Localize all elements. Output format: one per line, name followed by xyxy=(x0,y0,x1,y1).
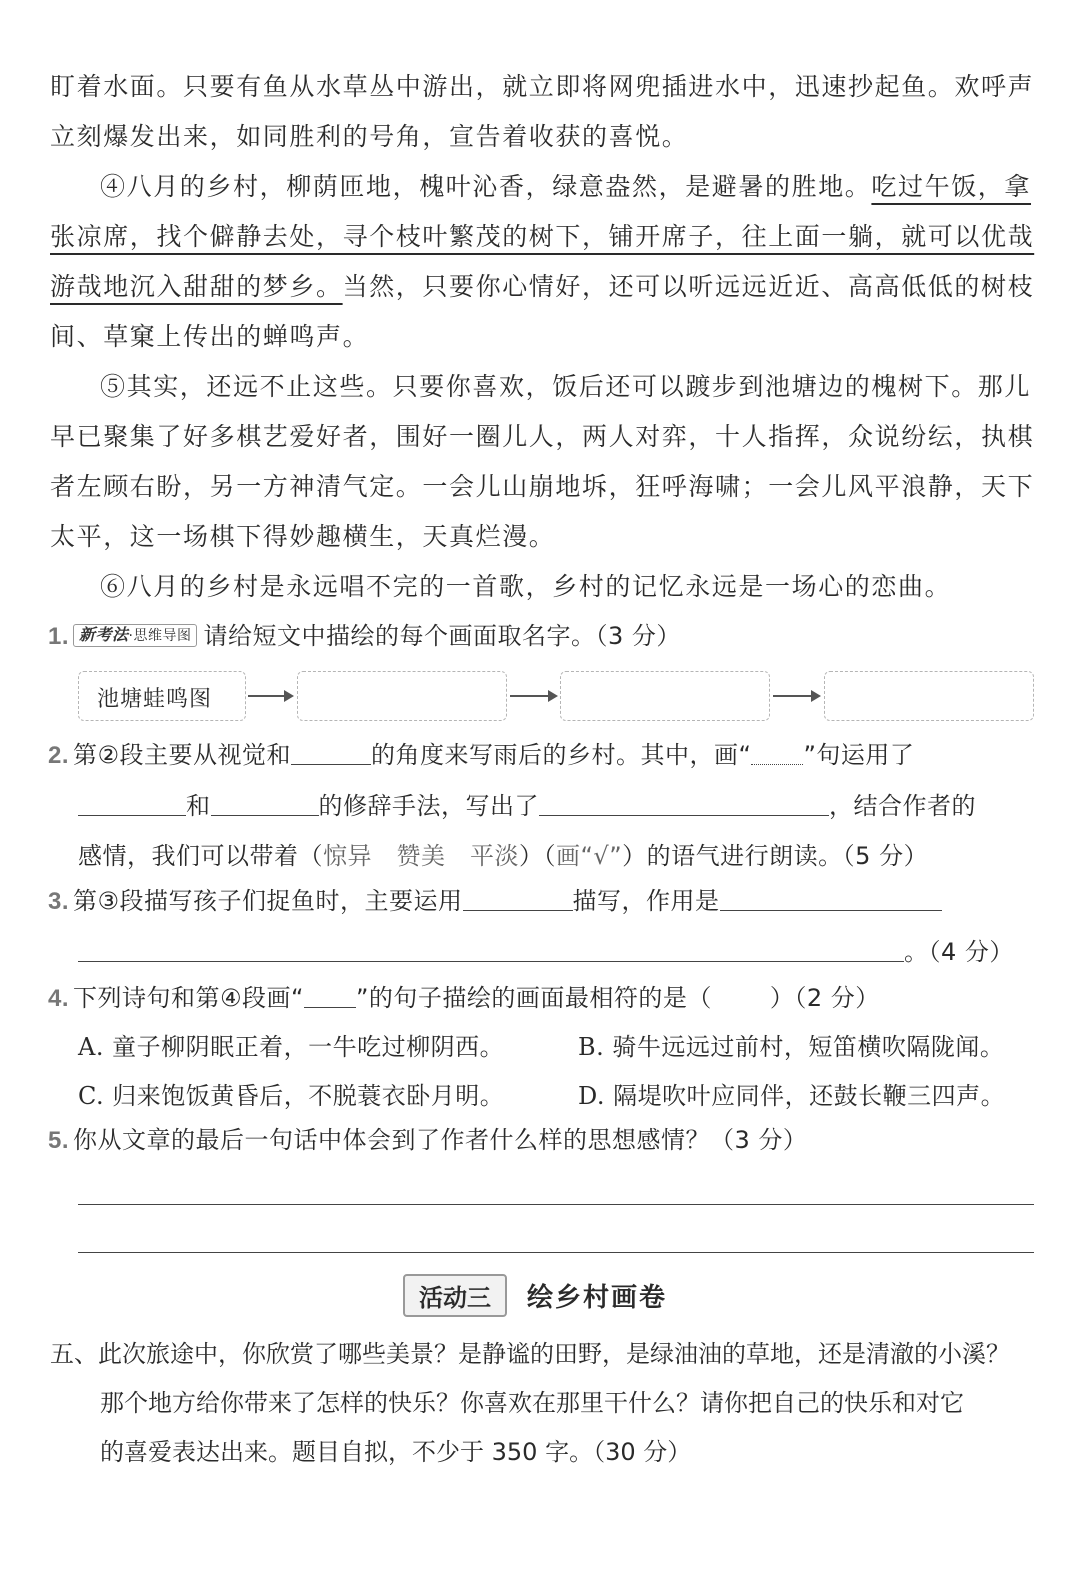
paragraph-4 xyxy=(50,162,1040,362)
question-number: 1. xyxy=(48,623,70,650)
paragraph-4-start: ④八月的乡村，柳荫匝地，槐叶沁香，绿意盎然，是避暑的胜地。 xyxy=(100,172,872,201)
question-3: 3. 第③段描写孩子们捉鱼时，主要运用 描写，作用是 。（4 分） xyxy=(48,887,1014,966)
question-4: 4. 下列诗句和第④段画“ ”的句子描绘的画面最相符的是（ ）（2 分） A. 童子柳阴眠正着，一牛吃过柳阴西。 B. 骑牛远远过前村，短笛横吹隔陇闻。 C. 归来饱饭黄昏后，不脱蓑衣卧月明。 D. 隔堤吹叶应同伴，还鼓长鞭三四声。 xyxy=(48,974,1058,1121)
question-number: 4. xyxy=(48,985,70,1012)
paragraph-5: ⑤其实，还远不止这些。只要你喜欢，饭后还可以踱步到池塘边的槐树下。那儿早已聚集了好多棋艺爱好者，围好一圈儿人，两人对弈，十人指挥，众说纷纭，执棋者左顾右盼，另一方神清气定。一会儿山崩地坼，狂呼海啸；一会儿风平浪静，天下太平，这一场棋下得妙趣横生，天真烂漫。 xyxy=(50,372,1035,551)
question-5: 5. 你从文章的最后一句话中体会到了作者什么样的思想感情？（3 分） xyxy=(48,1126,808,1154)
tone-options[interactable]: 惊异 赞美 平淡 xyxy=(323,842,519,870)
activity-title: 绘乡村画卷 xyxy=(527,1282,668,1313)
option-c[interactable]: C. 归来饱饭黄昏后，不脱蓑衣卧月明。 xyxy=(78,1082,505,1110)
question-number: 2. xyxy=(48,742,70,769)
question-number: 3. xyxy=(48,888,70,915)
underline-mark xyxy=(304,1007,356,1008)
new-method-tag: 新考法·思维导图 xyxy=(73,624,197,647)
paragraph-6: ⑥八月的乡村是永远唱不完的一首歌，乡村的记忆永远是一场心的恋曲。 xyxy=(100,572,952,601)
answer-blank[interactable] xyxy=(291,764,371,765)
reading-passage xyxy=(50,62,1040,612)
answer-blank[interactable] xyxy=(78,815,186,816)
activity-header xyxy=(403,1276,667,1314)
question-text: 请给短文中描绘的每个画面取名字。（3 分） xyxy=(203,622,681,650)
mindmap-box-3[interactable] xyxy=(560,671,770,721)
mindmap-box-1: 池塘蛙鸣图 xyxy=(78,671,246,721)
paragraph-4-underlined-sentence: 吃过午饭，拿张凉席，找个僻静去处，寻个枝叶繁茂的树下，铺开席子，往上面一躺，就可以优哉游哉地沉入甜甜的梦乡。 xyxy=(50,172,1035,301)
answer-blank[interactable] xyxy=(78,961,904,962)
question-2: 2. 第②段主要从视觉和 的角度来写雨后的乡村。其中，画“ ”句运用了 和 的修辞手法，写出了 ，结合作者的 感情，我们可以带着（惊异 赞美 平淡）（画“√”）的语气进行朗读。（5 分） xyxy=(48,741,976,870)
question-1 xyxy=(48,618,1048,655)
mindmap-box-4[interactable] xyxy=(824,671,1034,721)
option-b[interactable]: B. 骑牛远远过前村，短笛横吹隔陇闻。 xyxy=(578,1033,1005,1061)
wavy-underline-mark xyxy=(751,764,803,765)
paragraph-3-end: 盯着水面。只要有鱼从水草丛中游出，就立即将网兜插进水中，迅速抄起鱼。欢呼声立刻爆发出来，如同胜利的号角，宣告着收获的喜悦。 xyxy=(50,72,1035,151)
answer-line[interactable] xyxy=(78,1252,1034,1253)
answer-blank[interactable] xyxy=(211,815,319,816)
answer-blank[interactable] xyxy=(720,910,942,911)
paragraph-4-end: 当然，只要你心情好，还可以听远远近近、高高低低的树枝间、草窠上传出的蝉鸣声。 xyxy=(50,272,1035,351)
mindmap-box-2[interactable] xyxy=(297,671,507,721)
answer-blank[interactable] xyxy=(463,910,573,911)
composition-question: 五、此次旅途中，你欣赏了哪些美景？是静谧的田野，是绿油油的草地，还是清澈的小溪？ 那个地方给你带来了怎样的快乐？你喜欢在那里干什么？请你把自己的快乐和对它 的喜爱表达出来。题目自拟，不少于 350 字。（30 分） xyxy=(50,1340,1010,1466)
answer-blank[interactable] xyxy=(539,815,829,816)
option-a[interactable]: A. 童子柳阴眠正着，一牛吃过柳阴西。 xyxy=(78,1033,505,1061)
arrow-right-icon xyxy=(773,695,819,697)
option-d[interactable]: D. 隔堤吹叶应同伴，还鼓长鞭三四声。 xyxy=(578,1082,1006,1110)
answer-line[interactable] xyxy=(78,1204,1034,1205)
activity-badge: 活动三 xyxy=(403,1274,507,1317)
question-number: 5. xyxy=(48,1127,70,1154)
arrow-right-icon xyxy=(248,695,292,697)
arrow-right-icon xyxy=(510,695,556,697)
